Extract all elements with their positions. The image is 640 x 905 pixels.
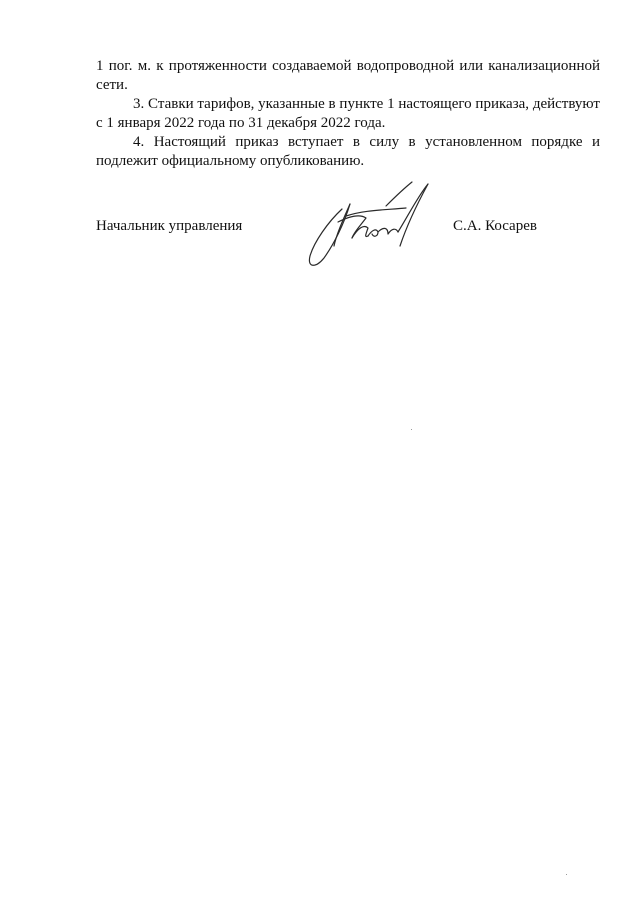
paragraph-item-4: 4. Настоящий приказ вступает в силу в установленном порядке и подлежит официальному опубликованию. xyxy=(96,134,600,169)
paragraph-continuation: 1 пог. м. к протяженности создаваемой водопроводной или канализационной сети. xyxy=(96,58,600,93)
document-body xyxy=(96,57,600,171)
signatory-name: С.А. Косарев xyxy=(453,218,537,234)
handwritten-signature xyxy=(302,176,438,272)
scan-speck xyxy=(411,429,412,430)
paragraph-item-3: 3. Ставки тарифов, указанные в пункте 1 настоящего приказа, действуют с 1 января 2022 года по 31 декабря 2022 года. xyxy=(96,96,600,131)
signatory-title: Начальник управления xyxy=(96,218,243,234)
scan-speck xyxy=(566,874,567,875)
